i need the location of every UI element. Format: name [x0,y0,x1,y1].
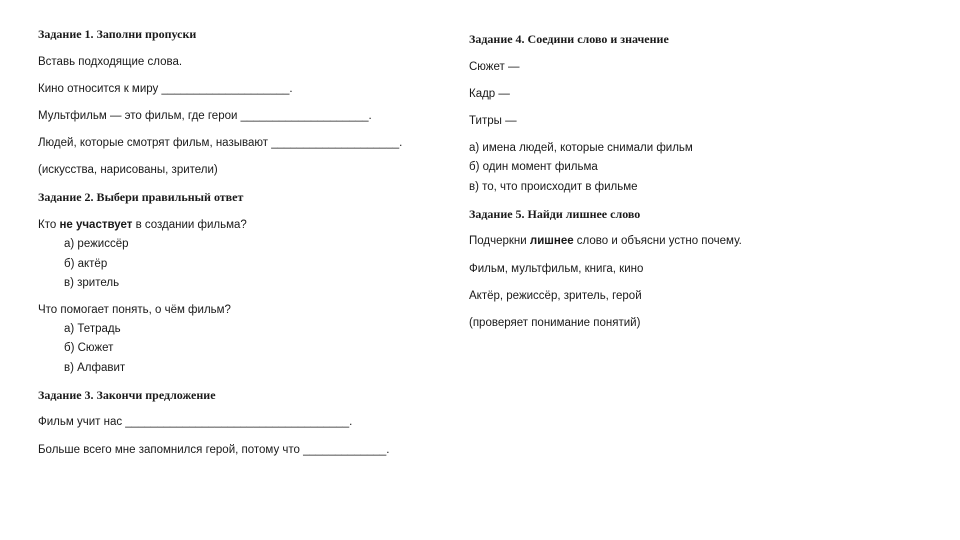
q1-option-b: б) актёр [64,258,108,270]
task5-note: (проверяет понимание понятий) [469,317,641,329]
task3-sentence-2: Больше всего мне запомнился герой, потому что _____________. [38,444,390,456]
task5-row-2: Актёр, режиссёр, зритель, герой [469,290,642,302]
q1-post: в создании фильма? [132,219,247,231]
task2-question-1 [38,218,247,232]
instr-bold: лишнее [529,235,574,247]
meaning-c: в) то, что происходит в фильме [469,181,638,193]
task5-instruction [469,234,742,248]
instr-pre: Подчеркни [469,235,530,247]
q1-pre: Кто [38,219,60,231]
term-3: Титры — [469,115,517,127]
task4-title: Задание 4. Соедини слово и значение [469,32,669,46]
task5-row-1: Фильм, мультфильм, книга, кино [469,263,644,275]
q2-option-a: а) Тетрадь [64,323,121,335]
task1-hint: (искусства, нарисованы, зрители) [38,164,218,176]
task1-sentence-3: Людей, которые смотрят фильм, называют ____________________. [38,137,403,149]
q1-bold: не участвует [59,219,133,231]
meaning-a: а) имена людей, которые снимали фильм [469,142,693,154]
task5-title: Задание 5. Найди лишнее слово [469,207,641,221]
term-1: Сюжет — [469,61,520,73]
q2-option-c: в) Алфавит [64,362,126,374]
q1-option-c: в) зритель [64,277,120,289]
task1-title: Задание 1. Заполни пропуски [38,27,197,41]
task3-sentence-1: Фильм учит нас ___________________________________. [38,416,353,428]
task2-title: Задание 2. Выбери правильный ответ [38,190,244,204]
q1-option-a: а) режиссёр [64,238,129,250]
task1-sentence-2: Мультфильм — это фильм, где герои ____________________. [38,110,372,122]
task3-title: Задание 3. Закончи предложение [38,388,216,402]
term-2: Кадр — [469,88,510,100]
q2-option-b: б) Сюжет [64,342,114,354]
task1-intro: Вставь подходящие слова. [38,56,183,68]
task1-sentence-1: Кино относится к миру ____________________. [38,83,293,95]
task2-question-2: Что помогает понять, о чём фильм? [38,304,231,316]
meaning-b: б) один момент фильма [469,161,598,173]
instr-post: слово и объясни устно почему. [573,235,742,247]
